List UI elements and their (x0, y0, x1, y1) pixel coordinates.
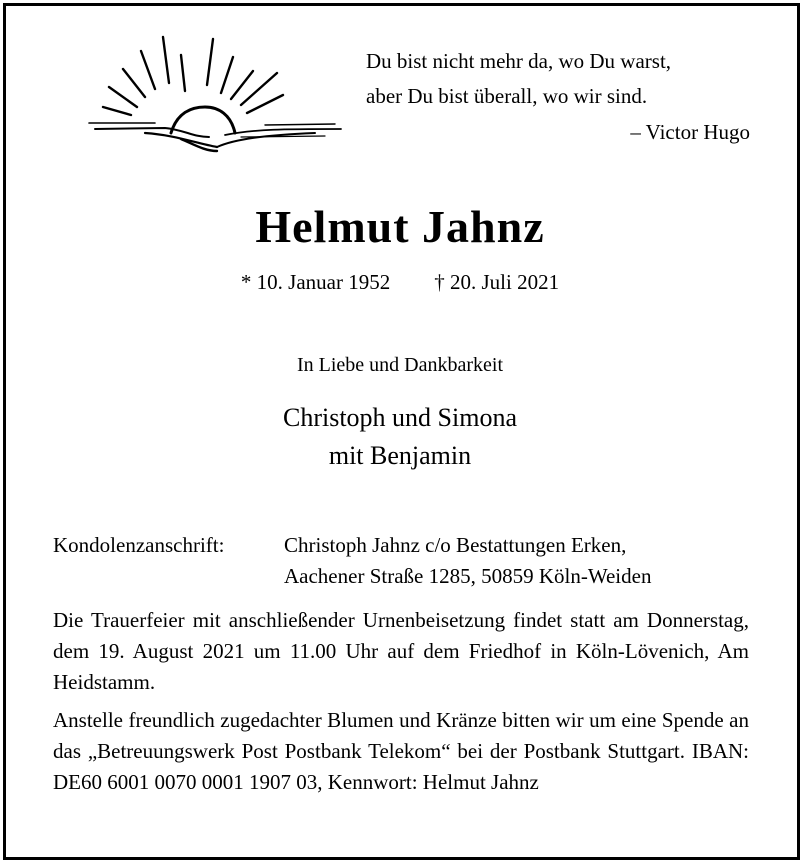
condolence-address (284, 530, 651, 592)
donation-paragraph: Anstelle freundlich zugedachter Blumen und Kränze bitten wir um eine Spende an das „Betreuungswerk Post Postbank Telekom“ bei der Postbank Stuttgart. IBAN: DE60 6001 0070 0001 1907 03, Kennwort: Helmut Jahnz (53, 708, 749, 794)
address-line: Christoph Jahnz c/o Bestattungen Erken, (284, 533, 627, 557)
mourners (0, 399, 800, 475)
condolence-label: Kondolenzanschrift: (53, 533, 225, 557)
quote-block (366, 44, 750, 150)
sunrise-icon (85, 33, 345, 158)
quote-author: – Victor Hugo (630, 120, 750, 144)
quote-line: Du bist nicht mehr da, wo Du warst, (366, 49, 672, 73)
dedication: In Liebe und Dankbarkeit (296, 354, 504, 376)
quote-line: aber Du bist überall, wo wir sind. (366, 84, 648, 108)
deceased-name: Helmut Jahnz (255, 201, 545, 252)
death-date: † 20. Juli 2021 (434, 270, 560, 294)
birth-date: * 10. Januar 1952 (240, 270, 391, 294)
mourner-line: mit Benjamin (328, 441, 472, 470)
life-dates (0, 270, 800, 295)
mourner-line: Christoph und Simona (282, 403, 517, 432)
ceremony-paragraph: Die Trauerfeier mit anschließender Urnenbeisetzung findet statt am Donnerstag, dem 19. August 2021 um 11.00 Uhr auf dem Friedhof in Köln-Lövenich, Am Heidstamm. (53, 608, 749, 694)
address-line: Aachener Straße 1285, 50859 Köln-Weiden (284, 564, 652, 588)
